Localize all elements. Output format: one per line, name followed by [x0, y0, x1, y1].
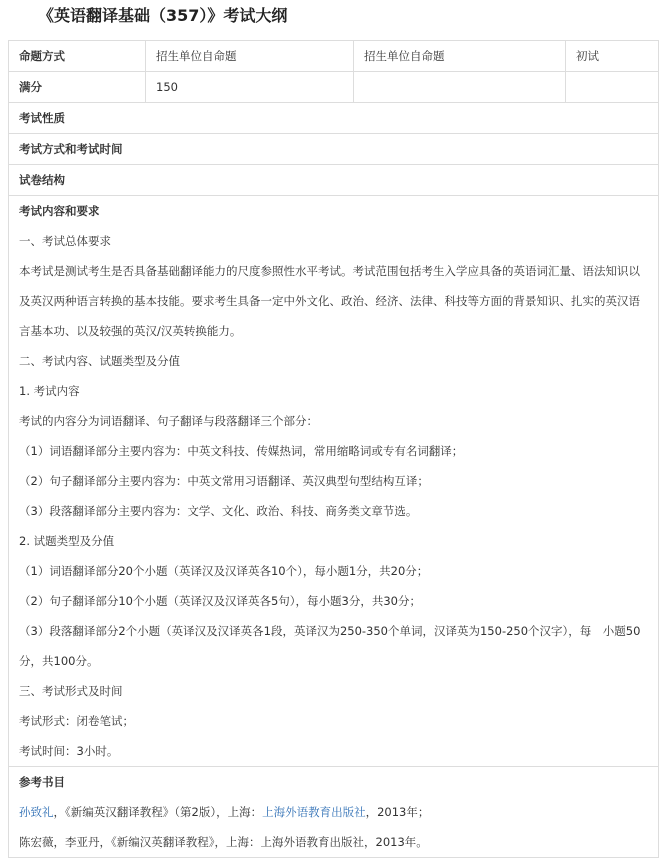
content-item-2: （2）句子翻译部分主要内容为：中英文常用习语翻译、英汉典型句型结构互译； [19, 474, 429, 488]
type-item-1: （1）词语翻译部分20个小题（英译汉及汉译英各10个），每小题1分，共20分； [19, 564, 429, 578]
content-item-3: （3）段落翻译部分主要内容为：文学、文化、政治、科技、商务类文章节选。 [19, 504, 418, 518]
content-heading-3: 三、考试形式及时间 [19, 684, 123, 698]
content-subheading-2: 2. 试题类型及分值 [19, 534, 115, 548]
method-label: 命题方式 [9, 41, 146, 72]
reference-2: 陈宏薇，李亚丹，《新编汉英翻译教程》，上海：上海外语教育出版社，2013年。 [19, 835, 428, 849]
exam-outline-table [8, 40, 659, 858]
section-references-heading: 参考书目 [19, 775, 65, 789]
fullscore-label: 满分 [9, 72, 146, 103]
empty-cell [354, 72, 566, 103]
table-row-structure [9, 165, 659, 196]
table-row-method [9, 41, 659, 72]
content-item-1: （1）词语翻译部分主要内容为：中英文科技、传媒热词，常用缩略词或专有名词翻译； [19, 444, 464, 458]
content-heading-1: 一、考试总体要求 [19, 234, 111, 248]
section-structure: 试卷结构 [9, 165, 659, 196]
type-item-3: （3）段落翻译部分2个小题（英译汉及汉译英各1段，英译汉为250-350个单词，汉译英为150-250个汉字），每 小题50分，共100分。 [19, 624, 641, 668]
section-nature: 考试性质 [9, 103, 659, 134]
section-content-cell [9, 196, 659, 767]
table-row-content [9, 196, 659, 767]
reference-1-publisher-link[interactable]: 上海外语教育出版社 [262, 805, 366, 819]
type-item-2: （2）句子翻译部分10个小题（英译汉及汉译英各5句），每小题3分，共30分； [19, 594, 421, 608]
fullscore-value: 150 [146, 72, 354, 103]
reference-1 [19, 797, 648, 827]
content-paragraph-2: 考试的内容分为词语翻译、句子翻译与段落翻译三个部分： [19, 414, 318, 428]
content-paragraph-1: 本考试是测试考生是否具备基础翻译能力的尺度参照性水平考试。考试范围包括考生入学应具备的英语词汇量、语法知识以及英汉两种语言转换的基本技能。要求考生具备一定中外文化、政治、经济、法律、科技等方面的背景知识、扎实的英汉语言基本功、以及较强的英汉/汉英转换能力。 [19, 264, 640, 338]
reference-1-text: ，《新编英汉翻译教程》（第2版），上海： [53, 805, 263, 819]
table-row-fullscore [9, 72, 659, 103]
page-title: 《英语翻译基础（357）》考试大纲 [38, 6, 288, 25]
content-heading-2: 二、考试内容、试题类型及分值 [19, 354, 180, 368]
table-row-references [9, 767, 659, 858]
table-row-method-time [9, 134, 659, 165]
exam-time: 考试时间：3小时。 [19, 744, 119, 758]
empty-cell [566, 72, 659, 103]
section-content-heading: 考试内容和要求 [19, 204, 100, 218]
section-method-time: 考试方式和考试时间 [9, 134, 659, 165]
exam-form: 考试形式：闭卷笔试； [19, 714, 134, 728]
reference-1-tail: ，2013年； [365, 805, 430, 819]
method-value-1: 招生单位自命题 [146, 41, 354, 72]
exam-stage: 初试 [566, 41, 659, 72]
section-references-cell [9, 767, 659, 858]
method-value-2: 招生单位自命题 [354, 41, 566, 72]
table-row-nature [9, 103, 659, 134]
content-subheading-1: 1. 考试内容 [19, 384, 80, 398]
reference-1-author-link[interactable]: 孙致礼 [19, 805, 54, 819]
